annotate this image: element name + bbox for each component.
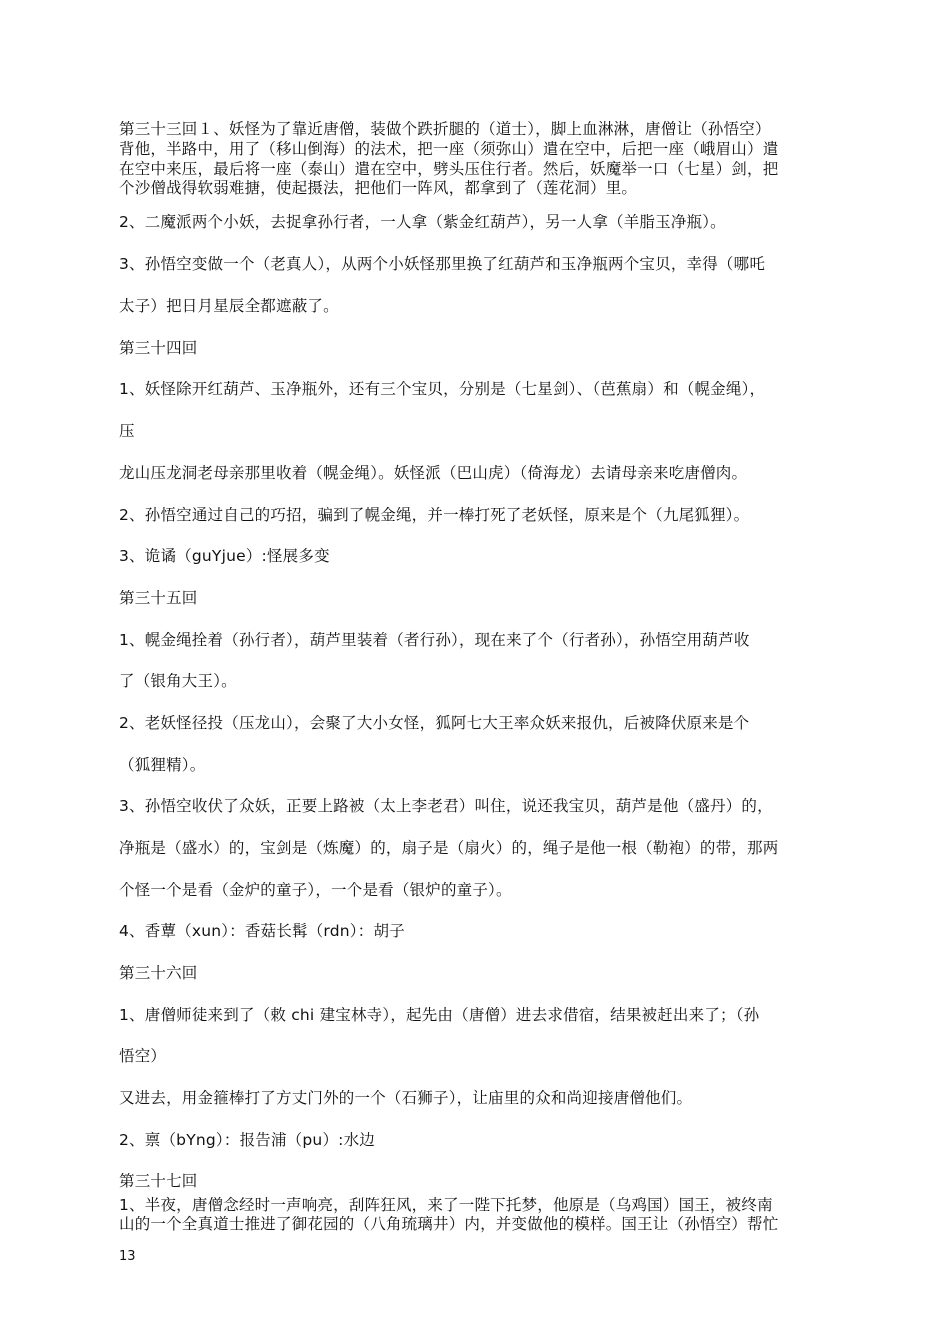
text-line: 又进去，用金箍棒打了方丈门外的一个（石狮子），让庙里的众和尚迎接唐僧他们。 [119,1089,693,1107]
text-line: 背他，半路中，用了（移山倒海）的法术，把一座（须弥山）遣在空中，后把一座（峨眉山）遣 [119,140,779,158]
text-line: 压 [119,422,135,440]
chapter-heading: 第三十七回 [119,1172,198,1190]
text-line: 1、幌金绳拴着（孙行者），葫芦里装着（者行孙），现在来了个（行者孙），孙悟空用葫芦收 [119,631,750,649]
text-line: 太子）把日月星辰全都遮蔽了。 [119,297,339,315]
text-line: 悟空） [119,1047,167,1065]
text-line: 龙山压龙洞老母亲那里收着（幌金绳）。妖怪派（巴山虎）（倚海龙）去请母亲来吃唐僧肉。 [119,464,748,482]
page-number: 13 [119,1249,136,1264]
text-line: 1、唐僧师徒来到了（敕 chi 建宝林寺），起先由（唐僧）进去求借宿，结果被赶出来了；（孙 [119,1006,760,1024]
chapter-heading: 第三十六回 [119,964,198,982]
text-line: 4、香蕈（xun）：香菇长髯（rdn）：胡子 [119,922,405,940]
text-line: 在空中来压，最后将一座（泰山）遣在空中，劈头压住行者。然后，妖魔举一口（七星）剑，把 [119,160,779,178]
text-line: 3、诡谲（guYjue）:怪展多变 [119,547,330,565]
text-line: 山的一个全真道士推进了御花园的（八角琉璃井）内，并变做他的模样。国王让（孙悟空）帮忙 [119,1215,779,1233]
text-line: 2、二魔派两个小妖，去捉拿孙行者，一人拿（紫金红葫芦），另一人拿（羊脂玉净瓶）。 [119,213,726,231]
text-line: 了（银角大王）。 [119,672,237,690]
text-line: 个沙僧战得软弱难搪，使起摄法，把他们一阵风，都拿到了（莲花洞）里。 [119,179,638,197]
text-line: 1、妖怪除开红葫芦、玉净瓶外，还有三个宝贝，分别是（七星剑）、（芭蕉扇）和（幌金绳）， [119,380,766,398]
text-line: 个怪一个是看（金炉的童子），一个是看（银炉的童子）。 [119,881,512,899]
chapter-heading: 第三十五回 [119,589,198,607]
text-line: 2、孙悟空通过自己的巧招，骗到了幌金绳，并一棒打死了老妖怪，原来是个（九尾狐狸）。 [119,506,750,524]
text-line: 3、孙悟空变做一个（老真人），从两个小妖怪那里换了红葫芦和玉净瓶两个宝贝，幸得（哪吒 [119,255,766,273]
text-line: 净瓶是（盛水）的，宝剑是（炼魔）的，扇子是（扇火）的，绳子是他一根（勒袍）的带，那两 [119,839,779,857]
chapter-heading: 第三十四回 [119,339,198,357]
text-line: 2、老妖怪径投（压龙山），会聚了大小女怪，狐阿七大王率众妖来报仇，后被降伏原来是个 [119,714,750,732]
text-line: 2、禀（bYng）：报告浦（pu）:水边 [119,1131,375,1149]
text-line: （狐狸精）。 [119,756,206,774]
text-line: 3、孙悟空收伏了众妖，正要上路被（太上李老君）叫住，说还我宝贝，葫芦是他（盛丹）的， [119,797,773,815]
text-line: 第三十三回１、妖怪为了靠近唐僧，装做个跌折腿的（道士），脚上血淋淋，唐僧让（孙悟空） [119,120,771,138]
text-line: 1、半夜，唐僧念经时一声响亮，刮阵狂风，来了一陛下托梦，他原是（乌鸡国）国王，被终南 [119,1196,773,1214]
